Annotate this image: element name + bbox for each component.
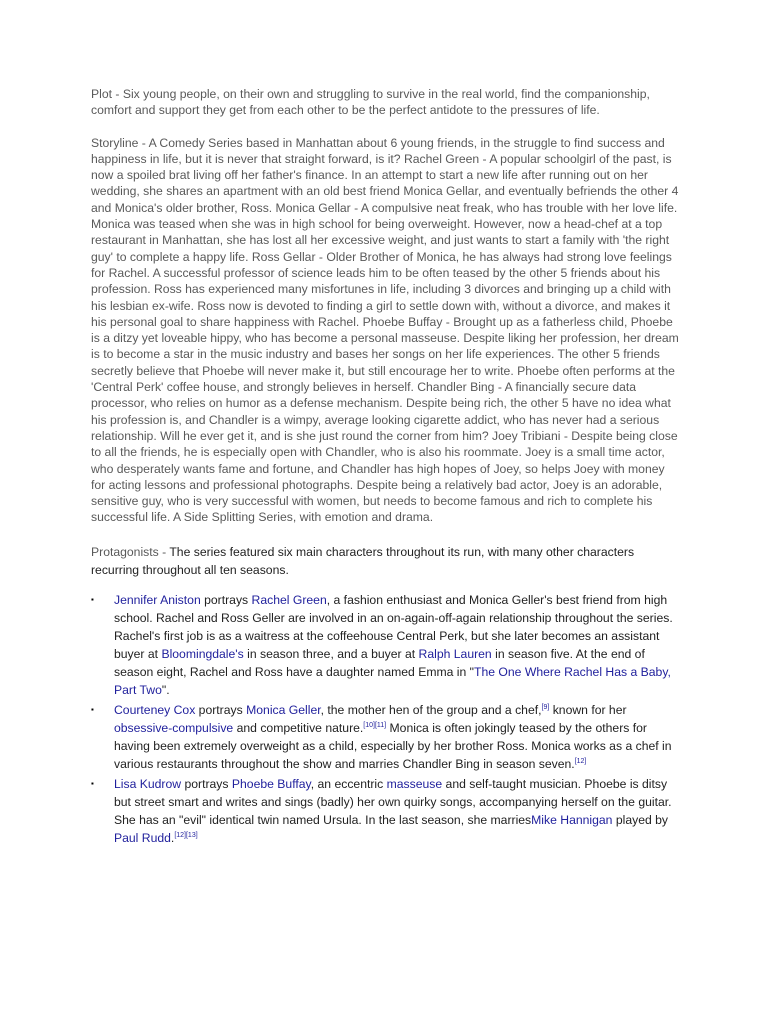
plot-paragraph: Plot - Six young people, on their own and struggling to survive in the real world, find the companionship, comfort and support they get from each other to be the perfect antidote to the pressures of life. bbox=[91, 87, 650, 118]
citation-ref[interactable]: [10][11] bbox=[363, 721, 387, 729]
protagonists-text: The series featured six main characters throughout its run, with many other characters recurring throughout all ten seasons. bbox=[91, 544, 635, 577]
cast-text: ". bbox=[161, 682, 170, 697]
cast-text: Monica is often jokingly teased by the others for having been extremely overweight as a child, especially by her brother Ross. Monica works as a chef in various restaurants throughout the show and marries Chandler Bing in season seven. bbox=[114, 720, 672, 771]
cast-text: and competitive nature. bbox=[233, 720, 364, 735]
character-link-rachel-green[interactable]: Rachel Green bbox=[251, 592, 327, 607]
cast-text: in season five. At the end of season eight, Rachel and Ross have a daughter named Emma in " bbox=[114, 646, 645, 679]
citation-ref[interactable]: [9] bbox=[541, 703, 550, 711]
character-link-monica-geller[interactable]: Monica Geller bbox=[246, 702, 321, 717]
link-masseuse[interactable]: masseuse bbox=[386, 776, 443, 791]
link-paul-rudd[interactable]: Paul Rudd bbox=[114, 830, 171, 845]
bullet-icon: ▪ bbox=[91, 594, 94, 604]
cast-text: portrays bbox=[195, 702, 247, 717]
protagonists-paragraph bbox=[91, 543, 681, 579]
protagonists-label: Protagonists - bbox=[91, 544, 170, 559]
cast-text: portrays bbox=[181, 776, 232, 791]
link-bloomingdales[interactable]: Bloomingdale's bbox=[161, 646, 244, 661]
cast-text: known for her bbox=[549, 702, 627, 717]
cast-text: and self-taught musician. Phoebe is ditsy but street smart and writes and sings (badly) her own quirky songs, accompanying herself on the guitar. She has an "evil" identical twin named Ursula. In the last season, she marries bbox=[114, 776, 672, 827]
link-obsessive-compulsive[interactable]: obsessive-compulsive bbox=[114, 720, 234, 735]
link-ralph-lauren[interactable]: Ralph Lauren bbox=[418, 646, 492, 661]
actor-link-jennifer-aniston[interactable]: Jennifer Aniston bbox=[114, 592, 201, 607]
citation-ref[interactable]: [12] bbox=[574, 757, 587, 765]
actor-link-courteney-cox[interactable]: Courteney Cox bbox=[114, 702, 196, 717]
cast-list bbox=[91, 591, 681, 847]
link-episode-rachel-has-a-baby[interactable]: The One Where Rachel Has a Baby, Part Two bbox=[114, 664, 671, 697]
cast-text: portrays bbox=[200, 592, 252, 607]
cast-text: , an eccentric bbox=[310, 776, 387, 791]
cast-text: . bbox=[170, 830, 175, 845]
character-link-phoebe-buffay[interactable]: Phoebe Buffay bbox=[231, 776, 311, 791]
cast-text: played by bbox=[612, 812, 669, 827]
citation-ref[interactable]: [12][13] bbox=[174, 831, 198, 839]
cast-item-rachel bbox=[91, 591, 681, 699]
cast-item-monica bbox=[91, 701, 681, 773]
bullet-icon: ▪ bbox=[91, 778, 94, 788]
cast-item-phoebe bbox=[91, 775, 681, 847]
cast-text: , a fashion enthusiast and Monica Geller's best friend from high school. Rachel and Ross Geller are involved in an on-again-off-again relationship throughout the series. Rachel's first job is as a waitress at the coffeehouse Central Perk, but she later becomes an assistant buyer at bbox=[114, 592, 673, 661]
cast-text: in season three, and a buyer at bbox=[243, 646, 419, 661]
link-mike-hannigan[interactable]: Mike Hannigan bbox=[531, 812, 613, 827]
storyline-paragraph: Storyline - A Comedy Series based in Manhattan about 6 young friends, in the struggle to find success and happiness in life, but it is never that straight forward, is it? Rachel Green - A popular schoolgirl of the past, is now a spoiled brat living off her father's finance. In an attempt to start a new life after running out on her wedding, she shares an apartment with an old best friend Monica Gellar, and eventually befriends the other 4 and Monica's older brother, Ross. Monica Gellar - A compulsive neat freak, who has trouble with her love life. Monica was teased when she was in high school for being overweight. However, now a head-chef at a top restaurant in Manhattan, she has lost all her excessive weight, and just wants to start a family with 'the right guy' to complete a happy life. Ross Gellar - Older Brother of Monica, he has always had strong love feelings for Rachel. A successful professor of science leads him to be often teased by the other 5 friends about his profession. Ross has experienced many misfortunes in life, including 3 divorces and bringing up a child with his lesbian ex-wife. Ross now is devoted to finding a girl to settle down with, without a divorce, and makes it his personal goal to share happiness with Rachel. Phoebe Buffay - Brought up as a fatherless child, Phoebe is a ditzy yet loveable hippy, who has become a personal masseuse. Despite liking her profession, her dream is to become a star in the music industry and bases her songs on her life experiences. The other 5 friends secretly believe that Phoebe will never make it, but still encourage her to write. Phoebe often performs at the 'Central Perk' coffee house, and strongly believes in herself. Chandler Bing - A financially secure data processor, who relies on humor as a defense mechanism. Despite being rich, the other 5 have no idea what his profession is, and Chandler is a wimpy, average looking cigarette addict, who has never had a serious relationship. Will he ever get it, and is she just round the corner from him? Joey Tribiani - Despite being close to all the friends, he is especially open with Chandler, who is also his roommate. Joey is a small time actor, who desperately wants fame and fortune, and Chandler has high hopes of Joey, so helps Joey with money for acting lessons and professional photographs. Despite being a relatively bad actor, Joey is an adorable, sensitive guy, who is very successful with women, but needs to become famous and rich to complete his successful life. A Side Splitting Series, with emotion and drama. bbox=[91, 135, 679, 525]
bullet-icon: ▪ bbox=[91, 704, 94, 714]
document-page bbox=[91, 86, 681, 849]
cast-text: , the mother hen of the group and a chef, bbox=[320, 702, 542, 717]
actor-link-lisa-kudrow[interactable]: Lisa Kudrow bbox=[114, 776, 182, 791]
